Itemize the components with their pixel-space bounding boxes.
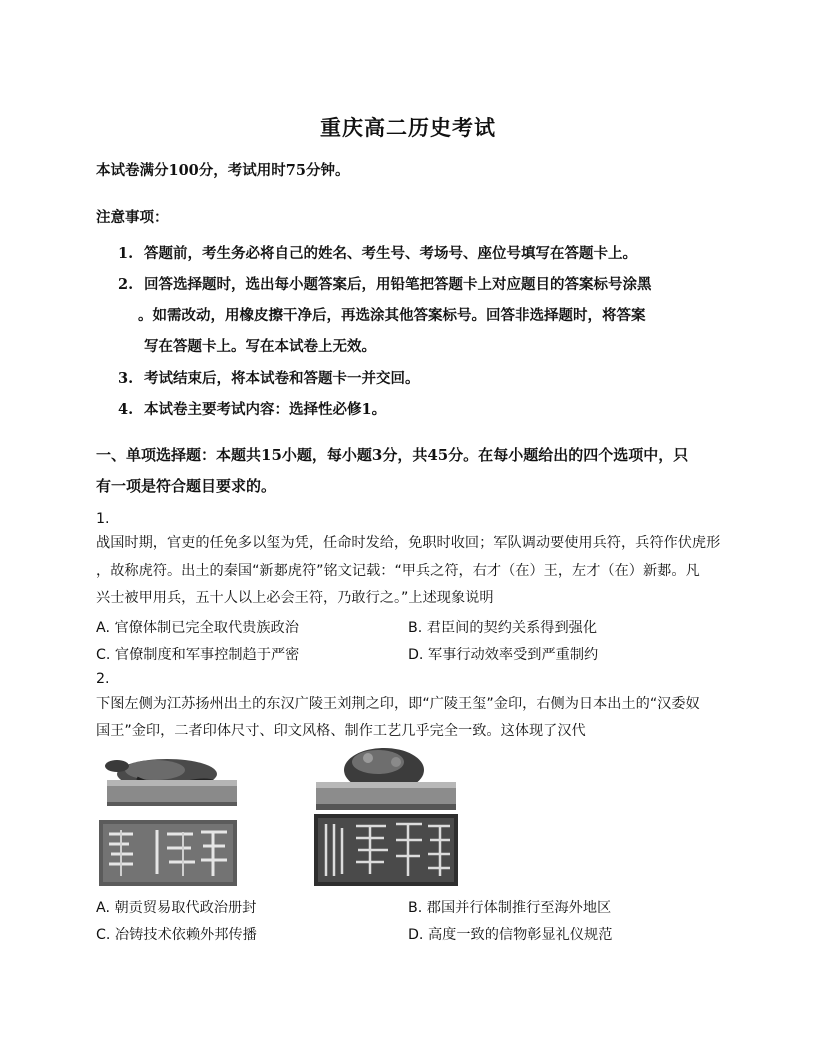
exam-intro: 本试卷满分100分，考试用时75分钟。 — [96, 162, 350, 179]
section-heading-line2: 有一项是符合题目要求的。 — [96, 477, 277, 495]
notice-number: 1. — [118, 245, 134, 262]
notice-number: 3. — [118, 370, 134, 387]
q1-option-d: D. 军事行动效率受到严重制约 — [408, 647, 599, 663]
notice-text-line2: 。如需改动，用橡皮擦干净后，再选涂其他答案标号。回答非选择题时，将答案 — [138, 307, 646, 324]
q1-stem-line1: 战国时期，官吏的任免多以玺为凭，任命时发给，免职时收回；军队调动要使用兵符，兵符作伏虎形 — [96, 535, 721, 551]
q1-option-c: C. 官僚制度和军事控制趋于严密 — [96, 647, 300, 663]
notice-item-1 — [118, 242, 637, 263]
q2-option-d: D. 高度一致的信物彰显礼仪规范 — [408, 927, 613, 943]
notice-item-4 — [118, 398, 386, 419]
notice-text: 答题前，考生务必将自己的姓名、考生号、考场号、座位号填写在答题卡上。 — [144, 245, 637, 262]
page-title: 重庆高二历史考试 — [320, 115, 496, 140]
q2-stem-line1: 下图左侧为江苏扬州出土的东汉广陵王刘荆之印，即“广陵王玺”金印，右侧为日本出土的“汉委奴 — [96, 696, 700, 712]
notice-item-3 — [118, 367, 420, 388]
notice-text-line3: 写在答题卡上。写在本试卷上无效。 — [144, 338, 376, 355]
q2-option-c: C. 冶铸技术依赖外邦传播 — [96, 927, 257, 943]
notice-text: 考试结束后，将本试卷和答题卡一并交回。 — [144, 370, 420, 387]
hanweinu-seal-image — [312, 742, 460, 886]
q1-option-b: B. 君臣间的契约关系得到强化 — [408, 620, 598, 636]
notice-item-2 — [118, 273, 652, 294]
q2-option-a: A. 朝贡贸易取代政治册封 — [96, 900, 257, 916]
q1-stem-line3: 兴士被甲用兵，五十人以上必会王符，乃敢行之。”上述现象说明 — [96, 590, 494, 606]
q2-stem-line2: 国王”金印，二者印体尺寸、印文风格、制作工艺几乎完全一致。这体现了汉代 — [96, 723, 586, 739]
notice-number: 4. — [118, 401, 134, 418]
guangling-seal-image — [97, 752, 243, 886]
section-heading-line1: 一、单项选择题：本题共15小题，每小题3分，共45分。在每小题给出的四个选项中，只 — [96, 446, 689, 464]
notice-text: 本试卷主要考试内容：选择性必修1。 — [144, 401, 387, 418]
notice-number: 2. — [118, 276, 134, 293]
q2-option-b: B. 郡国并行体制推行至海外地区 — [408, 900, 612, 916]
q1-option-a: A. 官僚体制已完全取代贵族政治 — [96, 620, 299, 636]
q1-stem-line2: ，故称虎符。出土的秦国“新郪虎符”铭文记载：“甲兵之符，右才（在）王，左才（在）新郪。凡 — [96, 563, 700, 579]
question-number-1: 1. — [96, 511, 110, 527]
question-number-2: 2. — [96, 671, 110, 687]
notice-heading: 注意事项： — [96, 209, 169, 226]
notice-text-line1: 回答选择题时，选出每小题答案后，用铅笔把答题卡上对应题目的答案标号涂黑 — [144, 276, 652, 293]
